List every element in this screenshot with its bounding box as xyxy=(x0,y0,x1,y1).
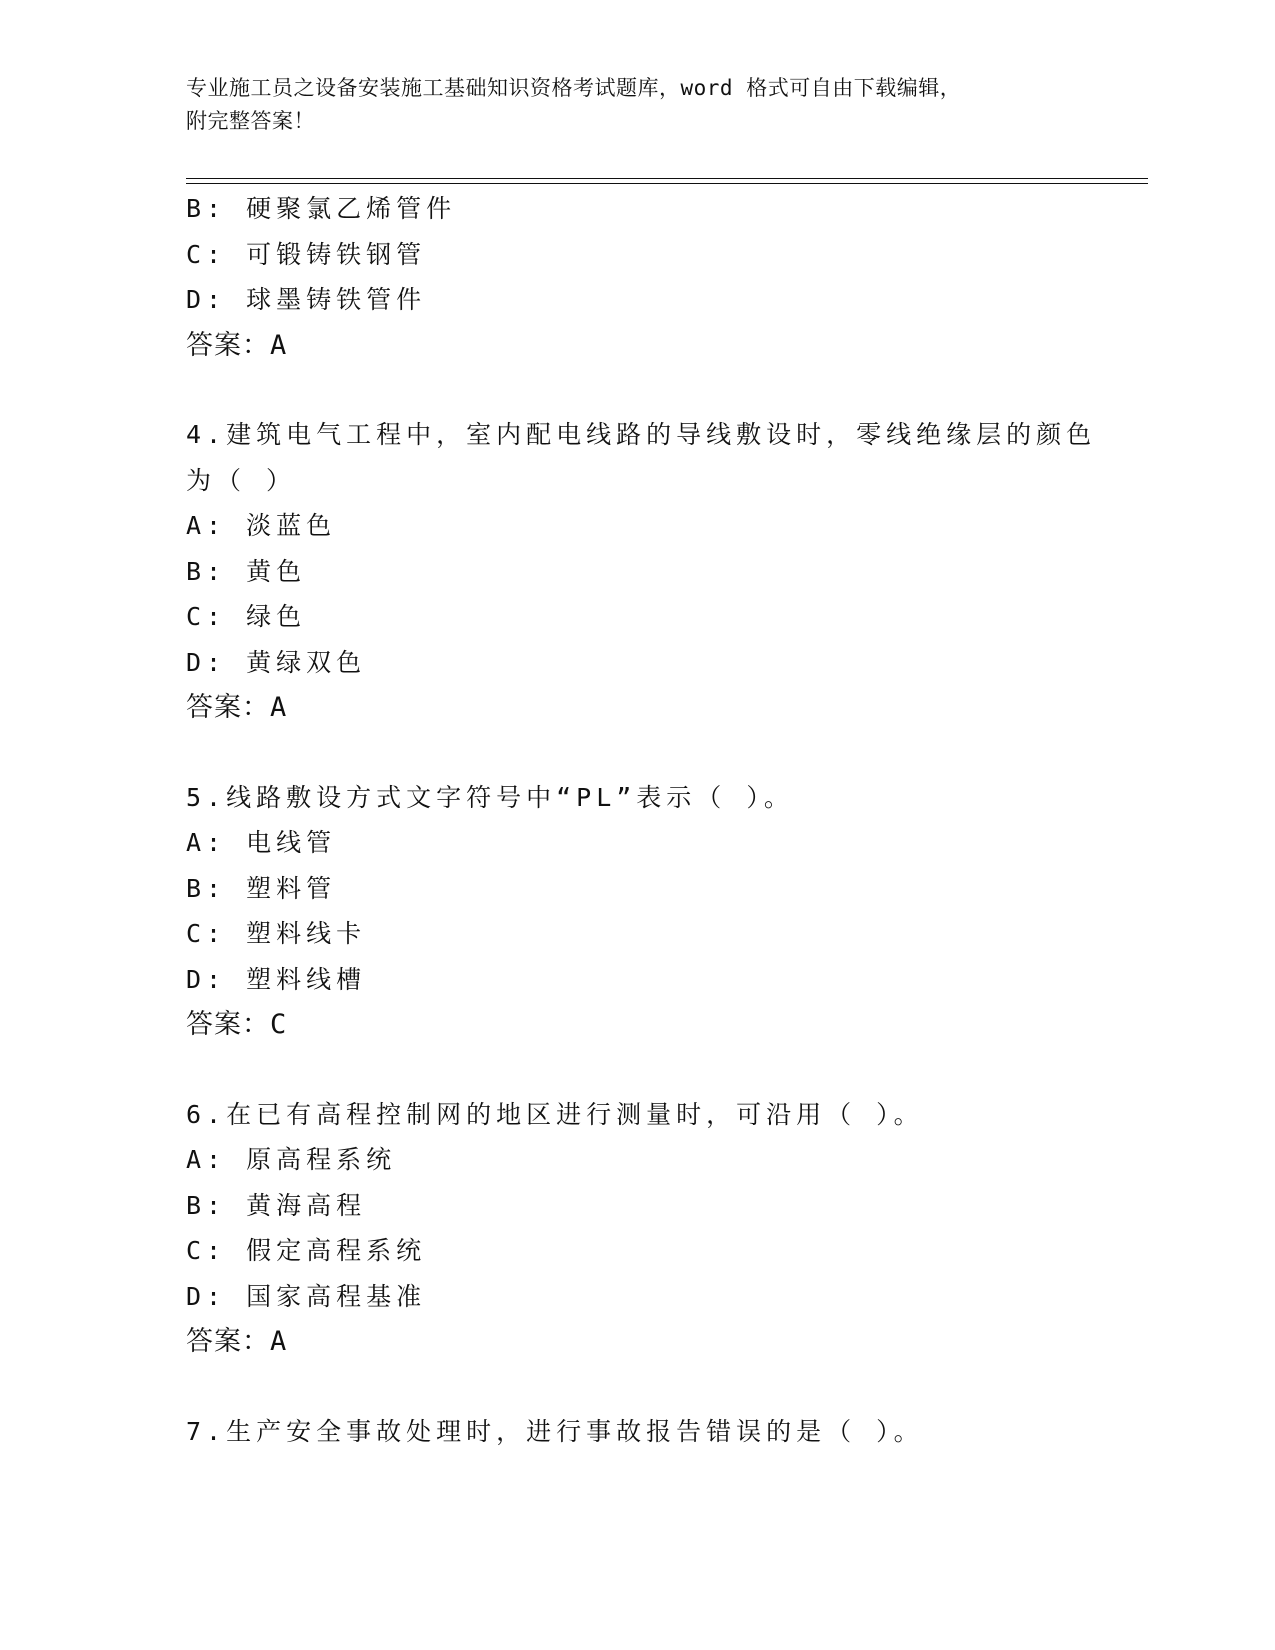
q6-option-a: A: 原高程系统 xyxy=(186,1145,397,1174)
q4-option-b: B: 黄色 xyxy=(186,556,307,586)
spacer xyxy=(186,1048,1086,1092)
q4-stem-line-2: 为（ ） xyxy=(186,465,297,495)
header-divider-bottom xyxy=(186,183,1148,184)
q6-option-c: C: 假定高程系统 xyxy=(186,1236,427,1265)
q6-option-d: D: 国家高程基准 xyxy=(186,1281,427,1311)
spacer xyxy=(186,368,1086,412)
q4-option-a: A: 淡蓝色 xyxy=(186,511,337,540)
header-title-line-2: 附完整答案！ xyxy=(186,109,315,133)
spacer xyxy=(186,1365,1086,1409)
q5-option-b: B: 塑料管 xyxy=(186,873,337,903)
spacer xyxy=(186,731,1086,775)
q6-answer: 答案：A xyxy=(186,1326,288,1357)
question-3-tail xyxy=(186,186,1086,368)
q6-stem: 6.在已有高程控制网的地区进行测量时，可沿用（ ）。 xyxy=(186,1099,924,1129)
q3-option-d: D: 球墨铸铁管件 xyxy=(186,285,427,314)
q4-option-d: D: 黄绿双色 xyxy=(186,647,367,677)
question-6 xyxy=(186,1092,1086,1365)
q5-option-c: C: 塑料线卡 xyxy=(186,919,367,948)
q6-option-b: B: 黄海高程 xyxy=(186,1190,367,1220)
q4-answer: 答案：A xyxy=(186,692,288,723)
header-divider-top xyxy=(186,178,1148,179)
q5-stem: 5.线路敷设方式文字符号中“PL”表示（ ）。 xyxy=(186,782,794,812)
q5-answer: 答案：C xyxy=(186,1009,288,1040)
q4-stem-line-1: 4.建筑电气工程中，室内配电线路的导线敷设时，零线绝缘层的颜色 xyxy=(186,420,1097,449)
q7-stem: 7.生产安全事故处理时，进行事故报告错误的是（ ）。 xyxy=(186,1416,924,1446)
q3-option-b: B: 硬聚氯乙烯管件 xyxy=(186,194,457,223)
q4-option-c: C: 绿色 xyxy=(186,602,307,631)
q5-option-d: D: 塑料线槽 xyxy=(186,964,367,994)
document-header xyxy=(186,72,1066,138)
header-title-line-1: 专业施工员之设备安装施工基础知识资格考试题库，word 格式可自由下载编辑， xyxy=(186,76,962,100)
question-list xyxy=(186,186,1097,1454)
q3-answer: 答案：A xyxy=(186,329,288,361)
q5-option-a: A: 电线管 xyxy=(186,828,337,857)
question-4 xyxy=(186,412,1097,731)
q3-option-c: C: 可锻铸铁钢管 xyxy=(186,239,427,269)
question-5 xyxy=(186,775,1086,1048)
question-7 xyxy=(186,1409,1086,1455)
